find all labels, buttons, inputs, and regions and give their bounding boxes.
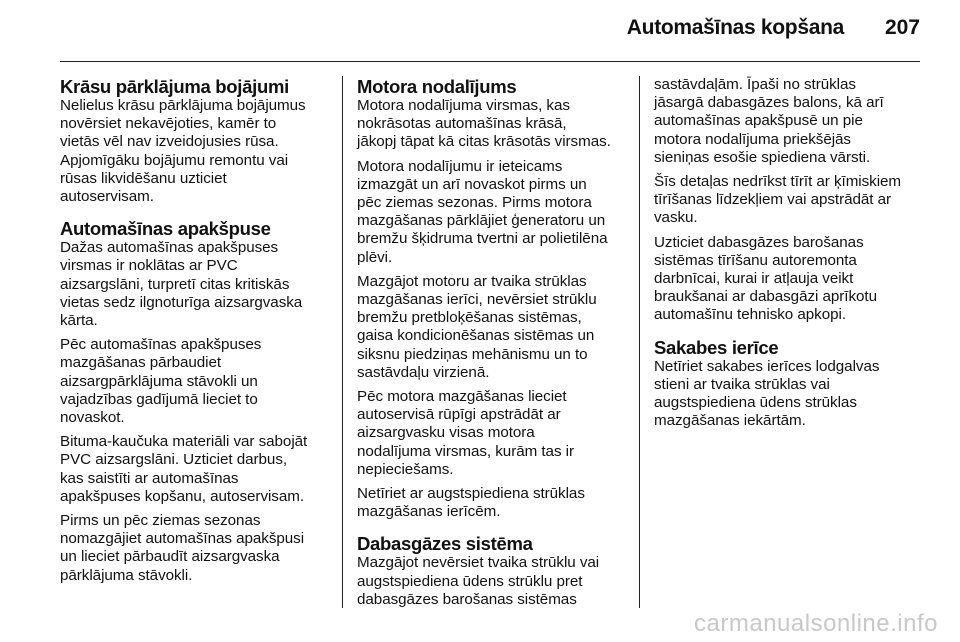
section-towing-device (654, 337, 926, 431)
column-divider (639, 76, 640, 608)
paragraph: Pirms un pēc ziemas sezonas nomazgājiet automašīnas apakšpusi un lieciet pārbaudīt aizsargvaska pārklājuma stāvokli. (60, 512, 305, 584)
text-column-2 (357, 76, 629, 621)
page-number: 207 (884, 16, 920, 39)
paragraph: sastāvdaļām. Īpaši no strūklas jāsargā dabasgāzes balons, kā arī automašīnas apakšpusē un pie motora nodalījuma priekšējās sieniņas esošie spiediena vārsti. (654, 76, 884, 166)
paragraph: Nelielus krāsu pārklājuma bojājumus novērsiet nekavējoties, kamēr to vietās vēl nav izveidojusies rūsa. Apjomīgāku bojājumu remontu vai rūsas likvidēšanu uzticiet autoservisam. (60, 97, 306, 206)
paragraph: Uzticiet dabasgāzes barošanas sistēmas tīrīšanu autoremonta darbnīcai, kurai ir atļauja veikt braukšanai ar dabasgāzi aprīkotu automašīnu tehnisko apkopi. (654, 233, 877, 324)
section-heading: Motora nodalījums (357, 76, 517, 97)
paragraph: Dažas automašīnas apakšpuses virsmas ir noklātas ar PVC aizsargslāni, turpretī citas kritiskās vietas sedz ilgnoturīga aizsargvaska kārta. (60, 239, 303, 330)
section-heading: Dabasgāzes sistēma (357, 533, 533, 555)
column-divider (342, 76, 343, 608)
section-underbody (60, 218, 330, 585)
paragraph: Bituma-kaučuka materiāli var sabojāt PVC aizsargslāni. Uzticiet darbus, kas saistīti ar automašīnas apakšpuses kopšanu, autoservisam. (60, 433, 308, 505)
section-heading: Automašīnas apakšpuse (60, 218, 271, 240)
section-heading: Krāsu pārklājuma bojājumi (60, 76, 289, 97)
section-heading: Sakabes ierīce (654, 336, 779, 358)
paragraph: Mazgājot nevērsiet tvaika strūklu vai augstspiediena ūdens strūklu pret dabasgāzes barošanas sistēmas (357, 554, 600, 608)
paragraph: Šīs detaļas nedrīkst tīrīt ar ķīmiskiem tīrīšanas līdzekļiem vai apstrādāt ar vasku. (654, 173, 902, 227)
paragraph: Motora nodalījuma virsmas, kas nokrāsotas automašīnas krāsā, jākopj tāpat kā citas krāsotās virsmas. (357, 97, 611, 151)
text-column-1 (60, 76, 330, 597)
section-natural-gas-continued (654, 76, 926, 325)
chapter-title: Automašīnas kopšana (626, 16, 844, 39)
text-column-3 (654, 76, 926, 442)
watermark: carmanualsonline.info (694, 610, 938, 637)
paragraph: Pēc motora mazgāšanas lieciet autoservisā rūpīgi apstrādāt ar aizsargvasku visas motora nodalījuma virsmas, kurām tas ir nepieciešams. (357, 388, 574, 478)
section-engine-compartment (357, 76, 629, 521)
page-header (0, 0, 960, 60)
paragraph: Netīriet sakabes ierīces lodgalvas stieni ar tvaika strūklas vai augstspiediena ūdens strūklas mazgāšanas iekārtām. (654, 357, 880, 430)
paragraph: Mazgājot motoru ar tvaika strūklas mazgāšanas ierīci, nevērsiet strūklu bremžu pretbloķēšanas sistēmas, gaisa kondicionēšanas sistēmas un siksnu piedziņas mehānismu un to sastāvdaļu virzienā. (357, 272, 597, 381)
paragraph: Netīriet ar augstspiediena strūklas mazgāšanas ierīcēm. (357, 485, 585, 521)
paragraph: Motora nodalījumu ir ieteicams izmazgāt un arī novaskot pirms un pēc ziemas sezonas. Pirms motora mazgāšanas pārklājiet ģeneratoru un bremžu šķidruma tvertni ar polietilēna plēvi. (357, 157, 608, 266)
header-divider (60, 61, 920, 62)
section-paint-damage (60, 76, 330, 206)
section-natural-gas-system (357, 533, 629, 609)
paragraph: Pēc automašīnas apakšpuses mazgāšanas pārbaudiet aizsargpārklājuma stāvokli un vajadzības gadījumā lieciet to novaskot. (60, 336, 262, 427)
